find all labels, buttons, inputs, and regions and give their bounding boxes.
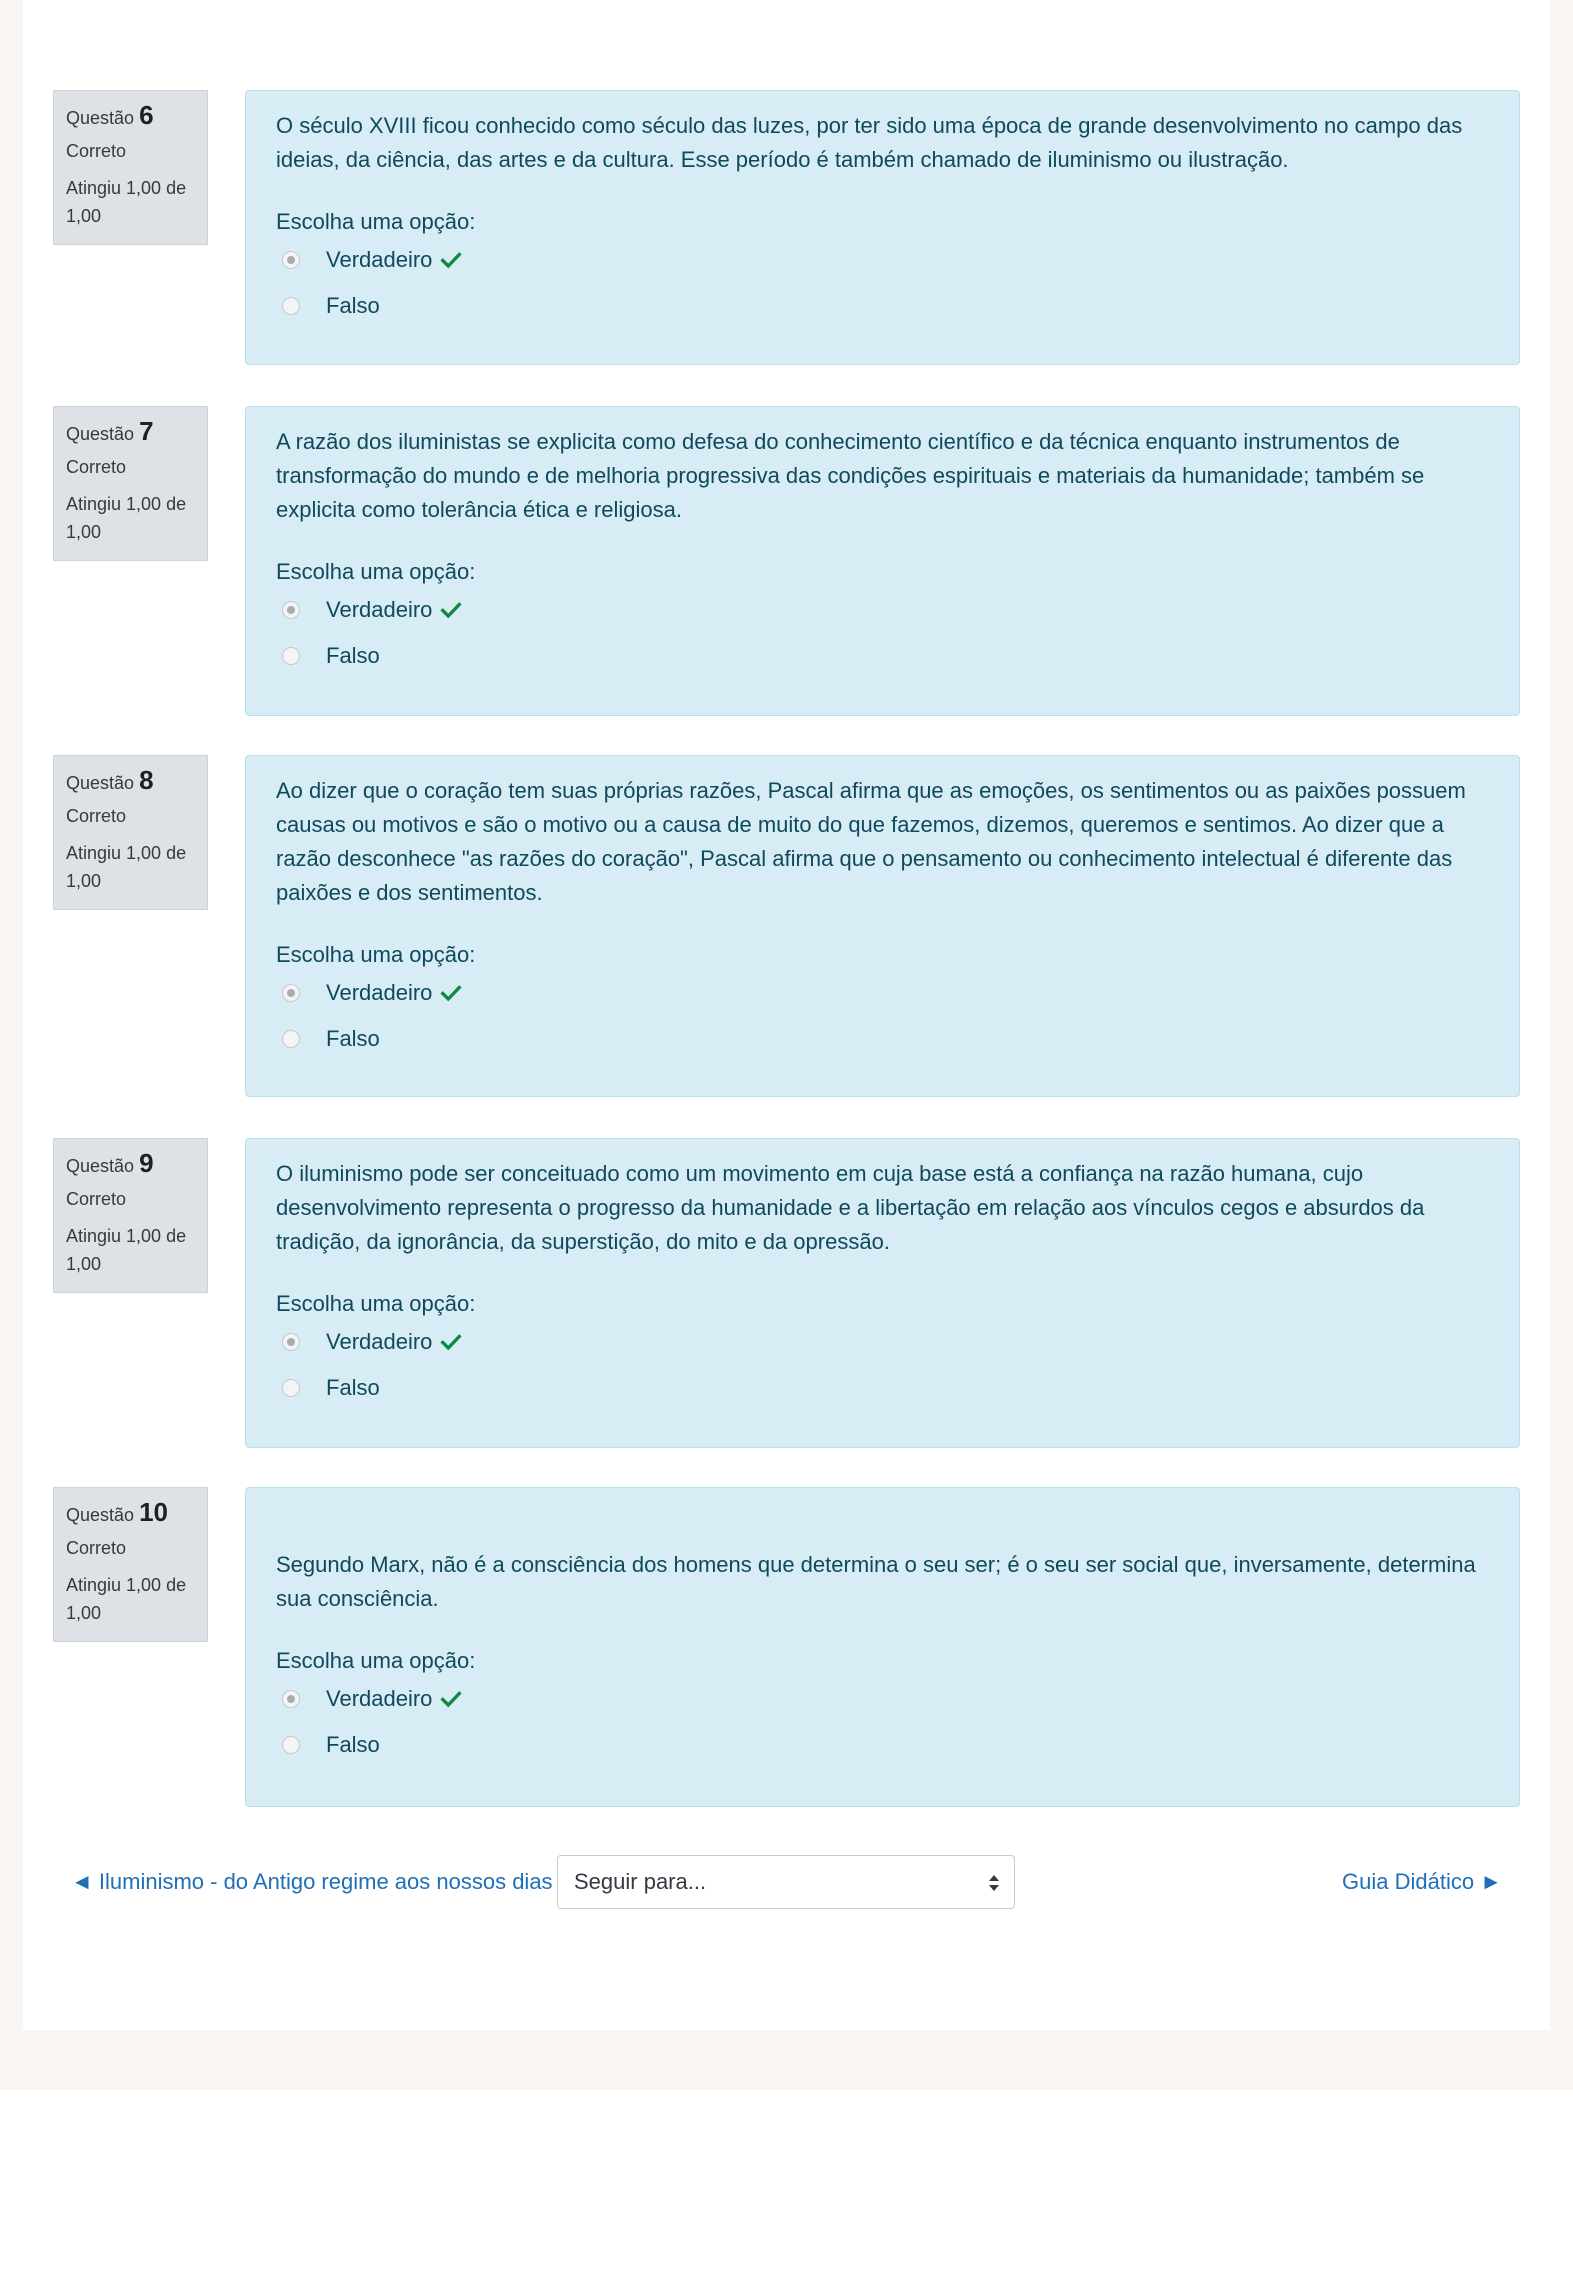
answer-label: Falso: [326, 1732, 380, 1757]
radio-button[interactable]: [282, 647, 300, 665]
answer-prompt: Escolha uma opção:: [276, 1291, 476, 1316]
answer-option-false[interactable]: [276, 1365, 1489, 1411]
radio-button[interactable]: [282, 297, 300, 315]
radio-button-selected[interactable]: [282, 984, 300, 1002]
question-info: [53, 406, 208, 561]
question-state: Correto: [66, 141, 127, 161]
question-formulation: [245, 90, 1520, 365]
answer-option-false[interactable]: [276, 283, 1489, 329]
question-number: 8: [139, 765, 154, 795]
question-grade: Atingiu 1,00 de 1,00: [66, 494, 187, 542]
answer-label: Falso: [326, 643, 380, 668]
answer-option-true[interactable]: [276, 1319, 1489, 1365]
question-label: Questão: [66, 773, 135, 793]
question-label: Questão: [66, 1505, 135, 1525]
answer-option-true[interactable]: [276, 970, 1489, 1016]
question-label: Questão: [66, 108, 135, 128]
answer-option-false[interactable]: [276, 1722, 1489, 1768]
question-state: Correto: [66, 1538, 127, 1558]
question-info: [53, 1487, 208, 1642]
check-icon: [440, 599, 462, 621]
answer-label: Verdadeiro: [326, 1329, 433, 1354]
question-state: Correto: [66, 1189, 127, 1209]
answer-label: Verdadeiro: [326, 597, 433, 622]
radio-button[interactable]: [282, 1030, 300, 1048]
jump-to-select[interactable]: [557, 1855, 1015, 1909]
question-formulation: [245, 1487, 1520, 1807]
jump-to-select-value: Seguir para...: [574, 1869, 707, 1894]
question-number: 9: [139, 1148, 154, 1178]
answer-prompt: Escolha uma opção:: [276, 209, 476, 234]
answer-label: Falso: [326, 1026, 380, 1051]
question-state: Correto: [66, 457, 127, 477]
question-grade: Atingiu 1,00 de 1,00: [66, 1575, 187, 1623]
question-formulation: [245, 1138, 1520, 1448]
question-number: 6: [139, 100, 154, 130]
question-text: Ao dizer que o coração tem suas próprias razões, Pascal afirma que as emoções, os sentimentos ou as paixões possuem causas ou motivos e são o motivo ou a causa de muito do que fazemos, dizemos, queremos e sentimos. Ao dizer que a razão desconhece "as razões do coração", Pascal afirma que o pensamento ou conhecimento intelectual é diferente das paixões e dos sentimentos.: [276, 778, 1466, 905]
answer-option-true[interactable]: [276, 587, 1489, 633]
radio-button[interactable]: [282, 1736, 300, 1754]
question-number: 10: [139, 1497, 168, 1527]
previous-activity-link[interactable]: ◄ Iluminismo - do Antigo regime aos nossos dias: [71, 1869, 553, 1894]
answer-option-false[interactable]: [276, 633, 1489, 679]
question-formulation: [245, 406, 1520, 716]
answer-label: Verdadeiro: [326, 247, 433, 272]
answer-label: Verdadeiro: [326, 980, 433, 1005]
answer-prompt: Escolha uma opção:: [276, 1648, 476, 1673]
radio-button-selected[interactable]: [282, 1690, 300, 1708]
answer-prompt: Escolha uma opção:: [276, 559, 476, 584]
answer-option-true[interactable]: [276, 1676, 1489, 1722]
question-info: [53, 1138, 208, 1293]
question-label: Questão: [66, 424, 135, 444]
question-label: Questão: [66, 1156, 135, 1176]
quiz-review-panel: [23, 0, 1550, 2030]
activity-navigation: [23, 1855, 1550, 1911]
question-info: [53, 755, 208, 910]
question-text: A razão dos iluministas se explicita como defesa do conhecimento científico e da técnica enquanto instrumentos de transformação do mundo e de melhoria progressiva das condições espirituais e materiais da humanidade; também se explicita como tolerância ética e religiosa.: [276, 429, 1425, 522]
radio-button-selected[interactable]: [282, 601, 300, 619]
question-formulation: [245, 755, 1520, 1097]
check-icon: [440, 1331, 462, 1353]
question-grade: Atingiu 1,00 de 1,00: [66, 178, 187, 226]
question-text: O iluminismo pode ser conceituado como um movimento em cuja base está a confiança na razão humana, cujo desenvolvimento representa o progresso da humanidade e a libertação em relação aos vínculos cegos e absurdos da tradição, da ignorância, da superstição, do mito e da opressão.: [276, 1161, 1425, 1254]
question-number: 7: [139, 416, 154, 446]
check-icon: [440, 982, 462, 1004]
question-grade: Atingiu 1,00 de 1,00: [66, 843, 187, 891]
check-icon: [440, 1688, 462, 1710]
question-info: [53, 90, 208, 245]
select-arrows-icon: [988, 1870, 1000, 1896]
question-text: O século XVIII ficou conhecido como século das luzes, por ter sido uma época de grande desenvolvimento no campo das ideias, da ciência, das artes e da cultura. Esse período é também chamado de iluminismo ou ilustração.: [276, 113, 1463, 172]
answer-label: Verdadeiro: [326, 1686, 433, 1711]
radio-button-selected[interactable]: [282, 1333, 300, 1351]
radio-button[interactable]: [282, 1379, 300, 1397]
question-grade: Atingiu 1,00 de 1,00: [66, 1226, 187, 1274]
answer-option-false[interactable]: [276, 1016, 1489, 1062]
radio-button-selected[interactable]: [282, 251, 300, 269]
answer-label: Falso: [326, 293, 380, 318]
next-activity-link[interactable]: Guia Didático ►: [1342, 1869, 1502, 1894]
answer-label: Falso: [326, 1375, 380, 1400]
question-state: Correto: [66, 806, 127, 826]
question-text: Segundo Marx, não é a consciência dos homens que determina o seu ser; é o seu ser social que, inversamente, determina sua consciência.: [276, 1552, 1476, 1611]
answer-option-true[interactable]: [276, 237, 1489, 283]
answer-prompt: Escolha uma opção:: [276, 942, 476, 967]
check-icon: [440, 249, 462, 271]
